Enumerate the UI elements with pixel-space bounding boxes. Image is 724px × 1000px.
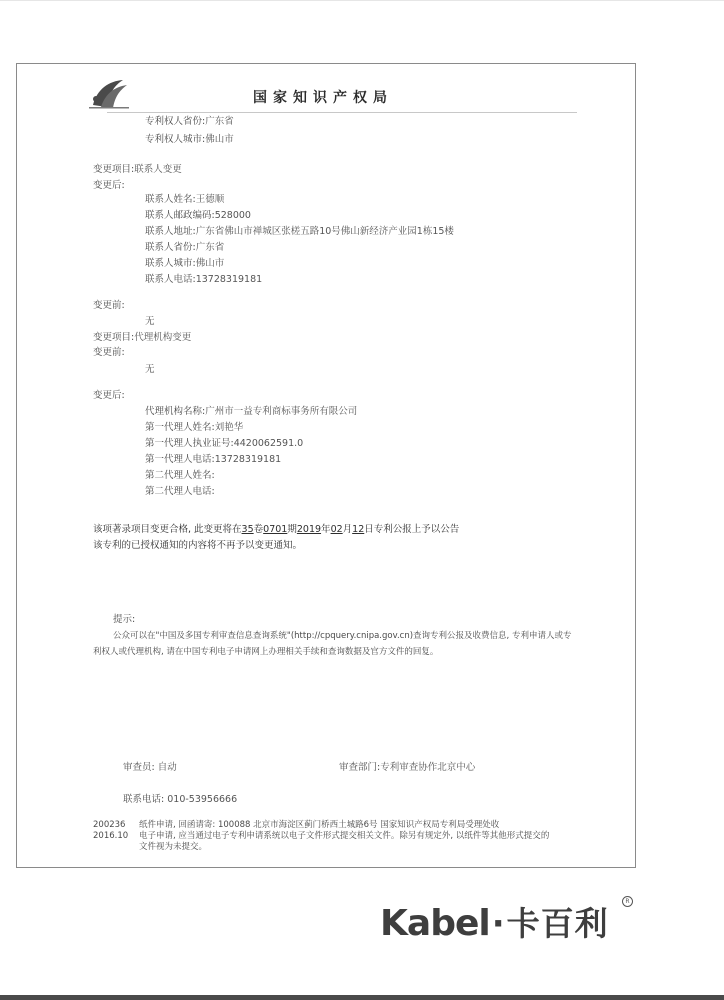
field-label: 第二代理人姓名: [145,470,215,481]
contact-province [145,242,224,254]
field-patentee-province [145,116,234,128]
field-value: 广东省 [205,116,234,127]
change-item-agency [93,332,191,344]
kabel-logo [380,898,609,944]
first-agent-phone [145,454,281,466]
field-value: 广东省 [195,242,225,253]
field-value: 佛山市 [195,258,225,269]
field-value: 代理机构变更 [134,332,192,343]
field-label: 联系电话: [123,794,165,805]
field-label: 代理机构名称: [145,406,206,417]
notice-year: 2019 [296,524,322,535]
contact-postcode [145,210,251,222]
field-value: 专利审查协作北京中心 [380,762,476,773]
contact-phone [145,274,262,286]
notice-issue: 0701 [263,524,288,535]
field-label: 审查员: [123,762,155,773]
second-agent-name [145,470,215,482]
after-label: 变更后: [93,180,125,191]
notice-text: 年 [321,524,331,535]
first-agent-license [145,438,303,450]
notice-text: 该项著录项目变更合格, 此变更将在 [93,524,242,535]
field-value: 13728319181 [214,454,282,465]
field-value: 528000 [214,210,251,221]
office-name: 国家知识产权局 [253,90,393,106]
before-value: 无 [145,316,155,327]
field-label: 联系人电话: [145,274,196,285]
field-label: 第二代理人电话: [145,486,215,497]
hint-line-2: 利权人或代理机构, 请在中国专利电子申请网上办理相关手续和查询数据及官方文件的回复。 [93,647,439,657]
scan-edge-bottom [0,995,724,1000]
contact-phone-line [123,794,237,806]
field-label: 变更项目: [93,332,135,343]
notice-text: 期 [287,524,297,535]
agency-name [145,406,357,418]
notice-line-2: 该专利的已授权通知的内容将不再予以变更通知。 [93,540,303,551]
logo-latin: Kabel [380,903,490,944]
field-value: 广州市一益专利商标事务所有限公司 [205,406,358,417]
field-label: 第一代理人执业证号: [145,438,234,449]
field-label: 联系人城市: [145,258,196,269]
field-label: 联系人省份: [145,242,196,253]
field-label: 联系人地址: [145,226,196,237]
footer-line-2: 电子申请, 应当通过电子专利申请系统以电子文件形式提交相关文件。除另有规定外, 以纸件等其他形式提交的 [139,831,550,841]
logo-chinese: 卡百利 [506,904,609,943]
document-page [16,63,636,868]
examiner [123,762,177,774]
contact-address [145,226,454,238]
field-label: 第一代理人电话: [145,454,215,465]
logo-separator: · [491,904,505,944]
notice-volume: 35 [241,524,254,535]
notice-line-1 [93,524,459,536]
field-label: 联系人邮政编码: [145,210,215,221]
notice-text: 卷 [253,524,264,535]
field-label: 联系人姓名: [145,194,196,205]
field-value: 4420062591.0 [233,438,304,449]
field-value: 广东省佛山市禅城区张槎五路10号佛山新经济产业园1栋15楼 [195,226,454,237]
field-value: 王德顺 [195,194,225,205]
field-patentee-city [145,134,234,146]
notice-text: 月 [342,524,353,535]
change-item-contact [93,164,182,176]
form-code: 200236 [93,820,126,830]
field-value: 010-53956666 [167,794,238,805]
hint-title: 提示: [113,614,136,625]
field-value: 联系人变更 [134,164,182,175]
before-value: 无 [145,364,155,375]
field-label: 审查部门: [339,762,381,773]
notice-day: 12 [352,524,365,535]
field-value: 佛山市 [205,134,234,145]
field-label: 专利权人城市: [145,134,206,145]
footer-line-3: 文件视为未提交。 [139,842,208,852]
form-date: 2016.10 [93,831,129,841]
before-label: 变更前: [93,300,125,311]
registered-mark-icon: R [622,896,633,907]
footer-line-1: 纸件申请, 回函请寄: 100088 北京市海淀区蓟门桥西土城路6号 国家知识产权局专利局受理处收 [139,820,500,830]
notice-text: 日专利公报上予以公告 [364,524,460,535]
field-label: 专利权人省份: [145,116,206,127]
field-label: 第一代理人姓名: [145,422,215,433]
scan-edge-top [0,0,724,1]
after-label: 变更后: [93,390,125,401]
field-value: 刘艳华 [214,422,244,433]
notice-month: 02 [330,524,343,535]
cnipa-emblem-icon [87,77,131,111]
examination-department [339,762,475,774]
before-label: 变更前: [93,347,125,358]
field-label: 变更项目: [93,164,135,175]
field-value: 自动 [157,762,177,773]
field-value: 13728319181 [195,274,263,285]
second-agent-phone [145,486,215,498]
header-rule [107,112,577,113]
contact-name [145,194,224,206]
first-agent-name [145,422,243,434]
hint-line-1: 公众可以在"中国及多国专利审查信息查询系统"(http://cpquery.cnipa.gov.cn)查询专利公报及收费信息, 专利申请人或专 [113,631,572,641]
contact-city [145,258,224,270]
